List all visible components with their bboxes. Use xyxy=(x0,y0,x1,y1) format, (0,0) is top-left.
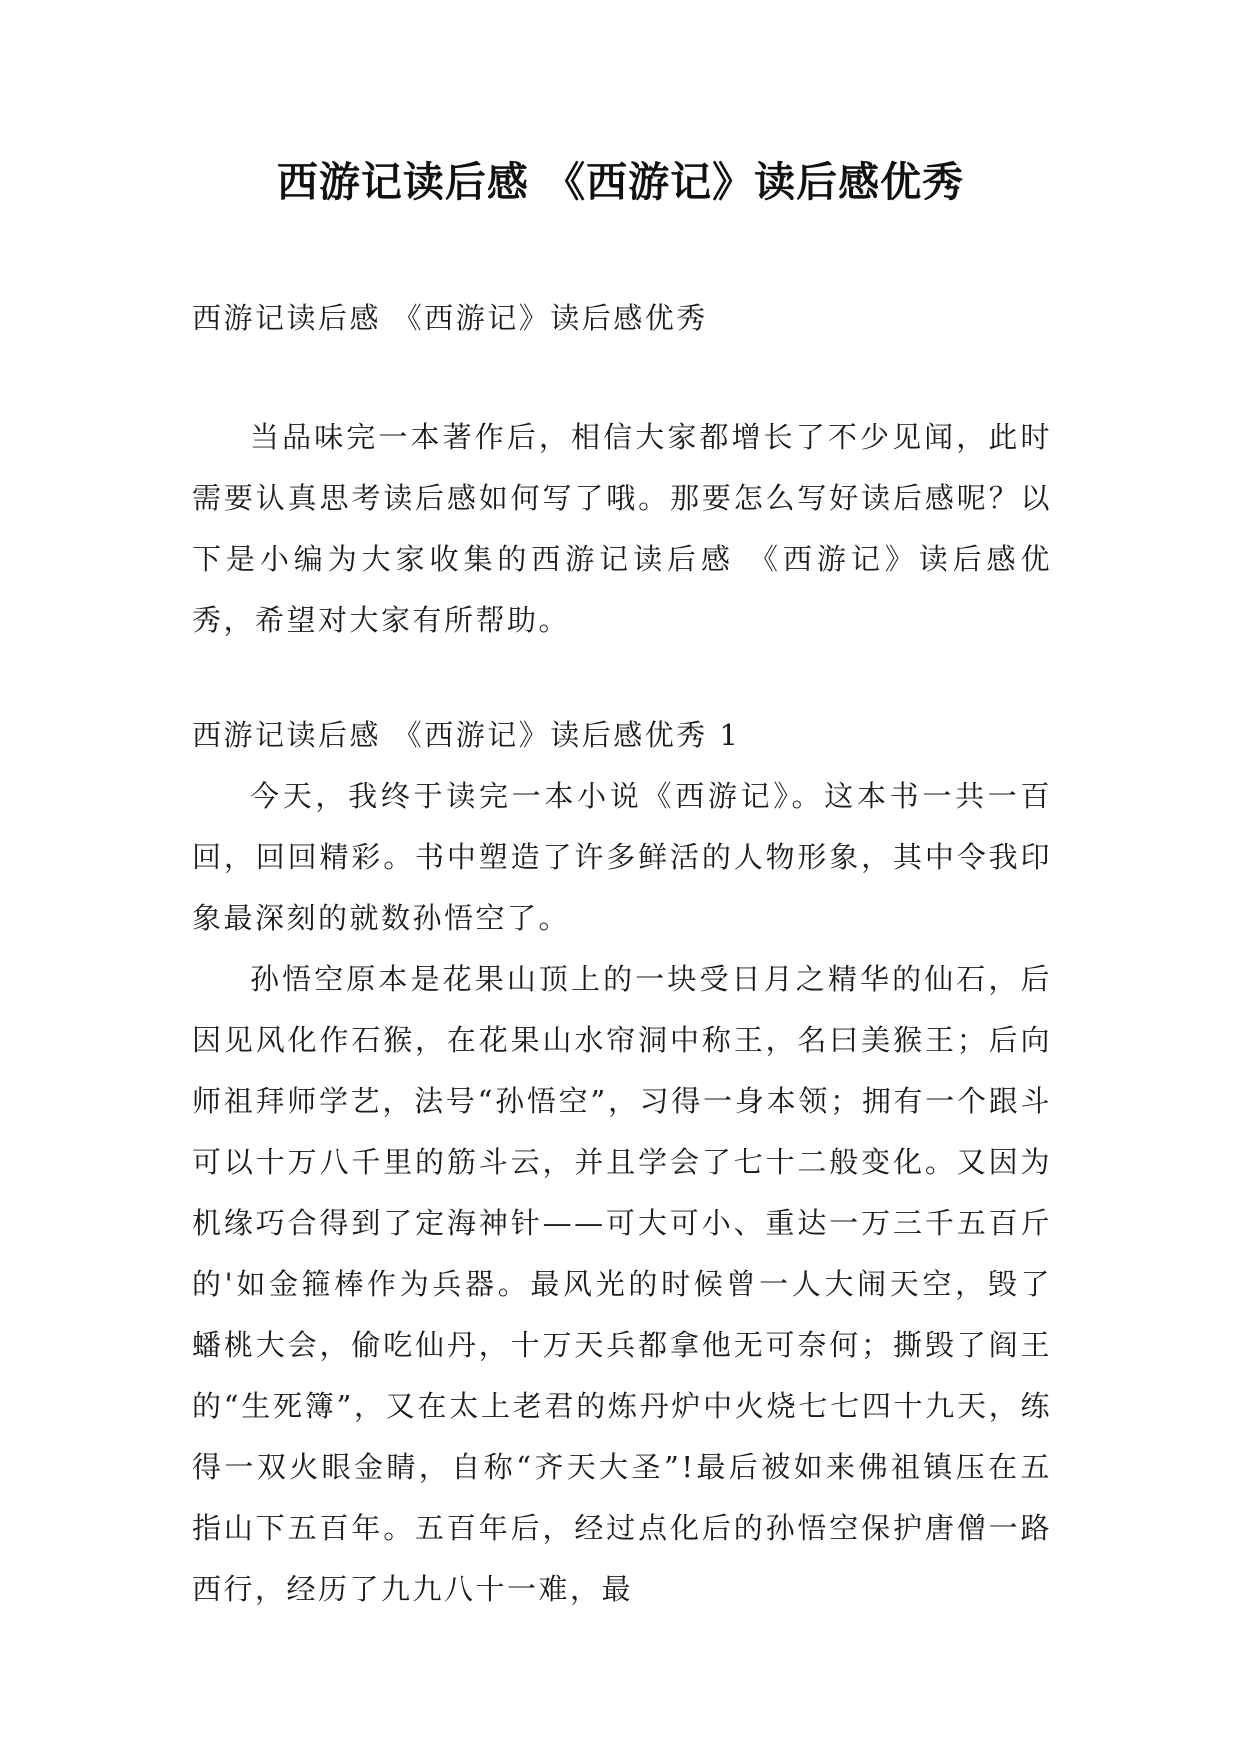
document-body xyxy=(192,288,1052,1620)
body-paragraph: 孙悟空原本是花果山顶上的一块受日月之精华的仙石，后因见风化作石猴，在花果山水帘洞中称王，名曰美猴王；后向师祖拜师学艺，法号“孙悟空”，习得一身本领；拥有一个跟斗可以十万八千里的筋斗云，并且学会了七十二般变化。又因为机缘巧合得到了定海神针——可大可小、重达一万三千五百斤的'如金箍棒作为兵器。最风光的时候曾一人大闹天空，毁了蟠桃大会，偷吃仙丹，十万天兵都拿他无可奈何；撕毁了阎王的“生死簿”，又在太上老君的炼丹炉中火烧七七四十九天，练得一双火眼金睛，自称“齐天大圣”!最后被如来佛祖镇压在五指山下五百年。五百年后，经过点化后的孙悟空保护唐僧一路西行，经历了九九八十一难，最 xyxy=(192,962,1052,1606)
document-subtitle: 西游记读后感 《西游记》读后感优秀 xyxy=(192,301,708,335)
spacer xyxy=(192,349,1052,407)
intro-paragraph: 当品味完一本著作后，相信大家都增长了不少见闻，此时需要认真思考读后感如何写了哦。那要怎么写好读后感呢？以下是小编为大家收集的西游记读后感 《西游记》读后感优秀，希望对大家有所帮助。 xyxy=(192,420,1052,637)
spacer xyxy=(192,651,1052,705)
body-paragraph: 今天，我终于读完一本小说《西游记》。这本书一共一百回，回回精彩。书中塑造了许多鲜活的人物形象，其中令我印象最深刻的就数孙悟空了。 xyxy=(192,779,1052,935)
document-title: 西游记读后感 《西游记》读后感优秀 xyxy=(276,158,965,206)
section-heading: 西游记读后感 《西游记》读后感优秀 1 xyxy=(192,718,741,752)
